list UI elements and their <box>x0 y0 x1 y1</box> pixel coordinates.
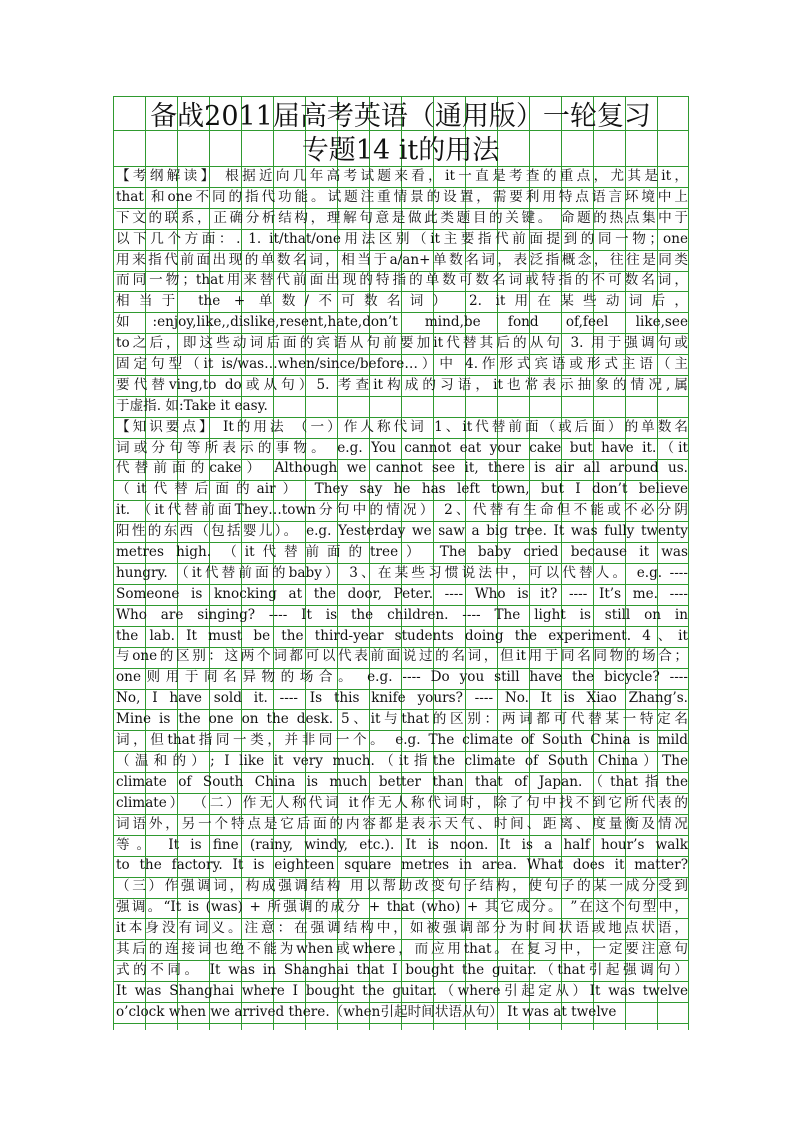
text-line: 代替前面的cake） Although we cannot see it, there is air all around us. <box>116 460 688 477</box>
text-line: the lab. It must be the third-year students doing the experiment. 4、it <box>116 627 688 644</box>
text-line: 以下几个方面：. 1. it/that/one用法区别（it主要指代前面提到的同一物；one <box>116 230 688 247</box>
text-line: No, I have sold it. ---- Is this knife yours? ---- No. It is Xiao Zhang’s. <box>116 690 688 707</box>
text-line: to the factory. It is eighteen square metres in area. What does it matter? <box>116 857 688 874</box>
grid-line <box>688 96 689 1030</box>
text-line: （三）作强调词，构成强调结构 用以帮助改变句子结构，使句子的某一成分受到 <box>116 878 688 895</box>
document-subtitle: 专题14 it的用法 <box>301 135 500 166</box>
document-body <box>116 166 688 1023</box>
text-line: 要代替ving,to do或从句）5. 考查it构成的习语，it也常表示抽象的情况,属 <box>116 376 688 393</box>
document-title: 备战2011届高考英语（通用版）一轮复习 <box>150 101 651 132</box>
grid-line <box>113 96 114 1030</box>
text-line: 式的不同。 It was in Shanghai that I bought the guitar.（that引起强调句） <box>116 961 688 978</box>
text-line: it本身没有词义。注意：在强调结构中，如被强调部分为时间状语或地点状语， <box>116 920 688 937</box>
text-line: Mine is the one on the desk. 5、it与that的区别：两词都可代替某一特定名 <box>116 711 688 728</box>
text-line: climate of South China is much better than that of Japan.（that指the <box>116 773 688 790</box>
text-line: Someone is knocking at the door, Peter. ---- Who is it? ---- It’s me. ---- <box>116 585 688 602</box>
text-line: （it代替后面的air） They say he has left town, but I don’t believe <box>116 481 688 498</box>
text-line: it. （it代替前面They…town分句中的情况） 2、代替有生命但不能或不必分阴 <box>116 502 688 519</box>
text-line: 固定句型（it is/was…when/since/before…）中 4.作形式宾语或形式主语（主 <box>116 356 688 373</box>
text-line: climate） （二）作无人称代词 it作无人称代词时，除了句中找不到它所代表的 <box>116 794 688 811</box>
text-line: 用来指代前面出现的单数名词，相当于a/an+单数名词，表泛指概念，往往是同类 <box>116 251 688 268</box>
text-line: 其后的连接词也绝不能为when或where，而应用that。在复习中，一定要注意句 <box>116 940 688 957</box>
text-line: 与one的区别：这两个词都可以代表前面说过的名词，但it用于同名同物的场合； <box>116 648 688 665</box>
text-line: 相当于 the + 单数/不可数名词） 2. it用在某些动词后， <box>116 293 688 310</box>
text-line: 等。 It is fine (rainy, windy, etc.). It is noon. It is a half hour’s walk <box>116 836 688 853</box>
text-line: 而同一物；that用来替代前面出现的特指的单数可数名词或特指的不可数名词， <box>116 272 688 289</box>
text-line: Who are singing? ---- It is the children. ---- The light is still on in <box>116 606 688 623</box>
text-line: metres high. （it代替前面的tree） The baby cried because it was <box>116 544 688 561</box>
text-line: 词或分句等所表示的事物。 e.g. You cannot eat your cake but have it.（it <box>116 439 688 456</box>
text-line: 词，但that指同一类，并非同一个。 e.g. The climate of South China is mild <box>116 732 688 749</box>
text-line: 于虚指. 如:Take it easy. <box>116 397 268 414</box>
text-line: 如:enjoy,like,,dislike,resent,hate,don’t mind,be fond of,feel like,see <box>116 314 688 331</box>
text-line: to之后，即这些动词后面的宾语从句前要加it代替其后的从句 3. 用于强调句或 <box>116 335 688 352</box>
text-line: that 和one不同的指代功能。试题注重情景的设置，需要利用特点语言环境中上 <box>116 188 688 205</box>
text-line: 下文的联系，正确分析结构，理解句意是做此类题目的关键。 命题的热点集中于 <box>116 209 688 226</box>
text-line: 强调。“It is (was) + 所强调的成分 + that (who) + 其它成分。 ”在这个句型中， <box>116 899 688 916</box>
text-line: one则用于同名异物的场合。 e.g. ---- Do you still have the bicycle? ---- <box>116 669 688 686</box>
text-line: （温和的）; I like it very much.（it指the climate of South China）The <box>116 752 688 769</box>
text-line: It was Shanghai where I bought the guitar.（where引起定从）It was twelve <box>116 982 688 999</box>
text-line: 【知识要点】 It的用法 （一）作人称代词 1、it代替前面（或后面）的单数名 <box>116 418 688 435</box>
text-line: 【考纲解读】 根据近向几年高考试题来看，it一直是考查的重点，尤其是it， <box>116 168 688 184</box>
text-line: hungry. （it代替前面的baby） 3、在某些习惯说法中，可以代替人。 e.g. ---- <box>116 564 688 581</box>
text-line: 词语外，另一个特点是它后面的内容都是表示天气、时间、距离、度量衡及情况 <box>116 815 688 832</box>
text-line: 阳性的东西（包括婴儿）。 e.g. Yesterday we saw a big tree. It was fully twenty <box>116 523 688 540</box>
text-line: o’clock when we arrived there.（when引起时间状语从句） It was at twelve <box>116 1003 617 1020</box>
